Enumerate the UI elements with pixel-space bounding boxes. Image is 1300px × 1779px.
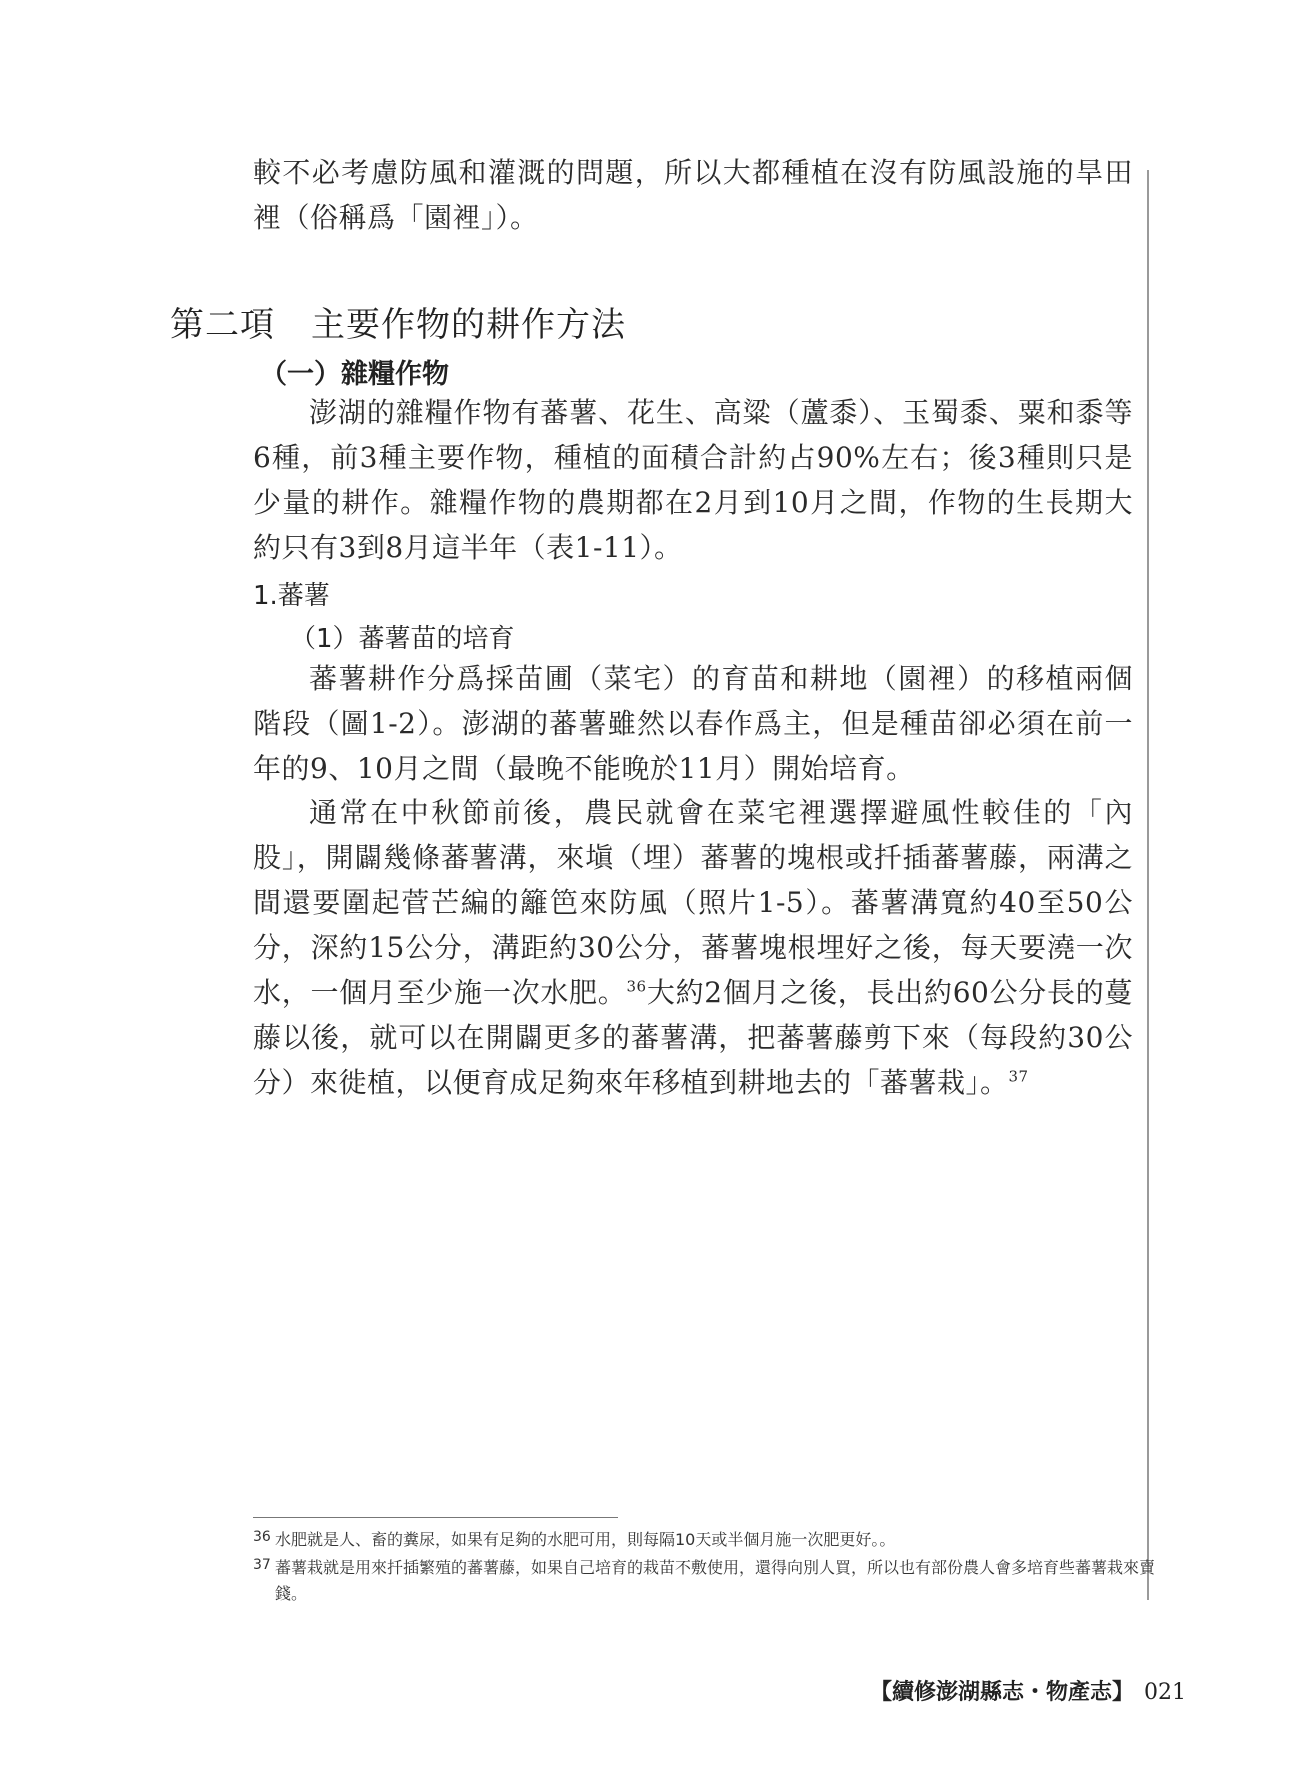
- seedling-intro-paragraph: 蕃薯耕作分爲採苗圃（菜宅）的育苗和耕地（園裡）的移植兩個階段（圖1-2）。澎湖的蕃薯雖然以春作爲主，但是種苗卻必須在前一年的9、10月之間（最晚不能晚於11月）開始培育。: [253, 662, 1133, 785]
- footnote-text: 蕃薯栽就是用來扦插繁殖的蕃薯藤，如果自己培育的栽苗不敷使用，還得向別人買，所以也有部份農人會多培育些蕃薯栽來賣錢。: [275, 1558, 1156, 1603]
- footnote-ref-37[interactable]: 37: [1008, 1067, 1029, 1086]
- margin-vertical-rule: [1147, 170, 1149, 1600]
- footnote-text: 水肥就是人、畜的糞尿，如果有足夠的水肥可用，則每隔10天或半個月施一次肥更好。。: [275, 1530, 896, 1549]
- section-heading: [170, 297, 626, 346]
- footnote-number: 36: [253, 1529, 271, 1545]
- footnote-separator: [253, 1517, 618, 1518]
- footnote-36: [253, 1527, 1155, 1553]
- running-footer: [870, 1675, 1187, 1706]
- seedling-method-paragraph: [253, 790, 1133, 1105]
- footnote-ref-36[interactable]: 36: [626, 977, 647, 996]
- grains-paragraph: 澎湖的雜糧作物有蕃薯、花生、高粱（蘆黍）、玉蜀黍、粟和黍等6種，前3種主要作物，種植的面積合計約占90%左右；後3種則只是少量的耕作。雜糧作物的農期都在2月到10月之間，作物的生長期大約只有3到8月這半年（表1-11）。: [253, 396, 1133, 564]
- seedling-method-text-2: 大約2個月之後，長出約60公分長的蔓藤以後，就可以在開闢更多的蕃薯溝，把蕃薯藤剪下來（每段約30公分）來徙植，以便育成足夠來年移植到耕地去的「蕃薯栽」。: [253, 976, 1133, 1099]
- footnote-number: 37: [253, 1557, 271, 1573]
- subsection-heading: （一）雜糧作物: [260, 359, 449, 390]
- book-title: 【續修澎湖縣志・物產志】: [870, 1679, 1135, 1705]
- page-number: 021: [1144, 1680, 1187, 1705]
- intro-paragraph: 較不必考慮防風和灌溉的問題，所以大都種植在沒有防風設施的旱田裡（俗稱爲「園裡」）。: [253, 156, 1133, 234]
- footnote-37: [253, 1555, 1155, 1607]
- subitem-heading-seedling: （1）蕃薯苗的培育: [290, 624, 515, 654]
- seedling-method-text-1: 通常在中秋節前後，農民就會在菜宅裡選擇避風性較佳的「內股」，開闢幾條蕃薯溝，來塡（埋）蕃薯的塊根或扦插蕃薯藤，兩溝之間還要圍起菅芒編的籬笆來防風（照片1-5）。蕃薯溝寬約40至50公分，深約15公分，溝距約30公分，蕃薯塊根埋好之後，每天要澆一次水，一個月至少施一次水肥。: [253, 796, 1133, 1009]
- item-heading-sweet-potato: 1.蕃薯: [253, 581, 330, 611]
- section-number: 第二項: [170, 305, 275, 345]
- section-title: 主要作物的耕作方法: [311, 305, 626, 345]
